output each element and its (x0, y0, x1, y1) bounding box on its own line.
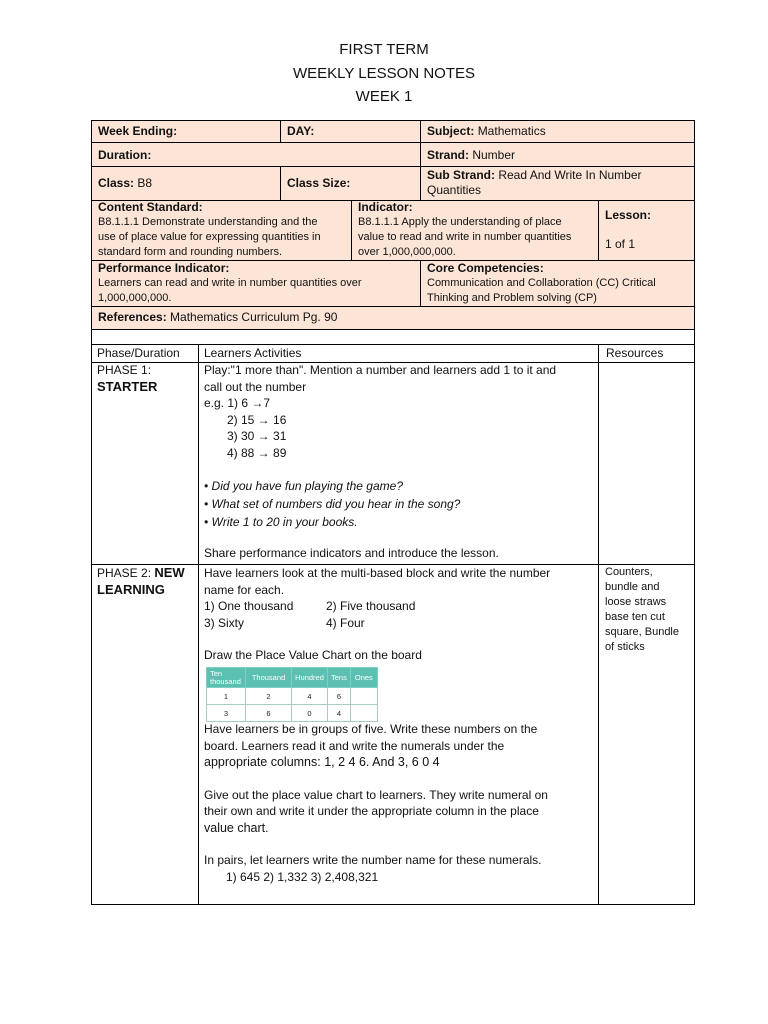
phase2-para1: Have learners be in groups of five. Write these numbers on the (204, 722, 538, 736)
sub-strand-label: Sub Strand: (427, 168, 495, 182)
pv-cell (350, 705, 377, 722)
pv-header: Ones (350, 668, 377, 688)
phase1-question: • What set of numbers did you hear in the song? (204, 497, 461, 511)
phase2-label-a-bold: NEW (154, 565, 185, 580)
core-competencies-cell (421, 259, 695, 308)
content-standard-line: use of place value for expressing quantities in (98, 231, 321, 243)
pv-cell: 3 (207, 705, 246, 722)
week-ending-label: Week Ending: (98, 124, 178, 138)
class-label: Class: (98, 176, 135, 190)
sub-strand-value-1: Read And Write In Number (498, 168, 642, 182)
phase2-para1: appropriate columns: 1, 2 4 6. And 3, 6 0 4 (204, 755, 440, 769)
content-standard-label: Content Standard: (98, 200, 203, 214)
header-resources: Resources (606, 346, 664, 360)
notes-title: WEEKLY LESSON NOTES (293, 64, 475, 82)
phase1-activities (204, 362, 594, 562)
class-value: B8 (137, 176, 153, 190)
resource-line: of sticks (605, 641, 645, 653)
performance-indicator-cell (92, 259, 420, 308)
pv-row (207, 705, 378, 722)
content-standard-line: standard form and rounding numbers. (98, 246, 283, 258)
phase2-para3: In pairs, let learners write the number name for these numerals. (204, 853, 542, 867)
phase2-item: 2) Five thousand (326, 599, 416, 613)
subject-label: Subject: (427, 124, 475, 138)
phase2-para2: value chart. (204, 820, 269, 835)
class-field (92, 174, 158, 193)
phase2-intro: name for each. (204, 582, 285, 597)
indicator-line: over 1,000,000,000. (358, 246, 456, 258)
phase1-label (97, 362, 157, 395)
phase2-activities (204, 565, 594, 664)
phase2-resources (605, 565, 693, 655)
strand-value: Number (472, 148, 516, 162)
phase1-line: 2) 15 → 16 (227, 412, 287, 427)
core-line: Thinking and Problem solving (CP) (427, 292, 597, 304)
phase2-item: 1) One thousand (204, 599, 294, 613)
sub-strand-value-2: Quantities (427, 183, 482, 197)
pv-header-row (207, 668, 378, 688)
phase2-para2: their own and write it under the appropriate column in the place (204, 804, 539, 818)
resource-line: square, Bundle (605, 626, 679, 638)
phase1-line: call out the number (204, 379, 307, 394)
strand-field (421, 146, 521, 165)
pv-cell: 2 (246, 688, 292, 705)
sub-strand-field (421, 166, 695, 200)
page-title-block (0, 38, 768, 109)
phase1-question: • Write 1 to 20 in your books. (204, 515, 358, 529)
indicator-cell (352, 199, 598, 262)
references-field (92, 308, 343, 327)
content-standard-line: B8.1.1.1 Demonstrate understanding and the (98, 216, 318, 228)
class-size-label: Class Size: (287, 176, 351, 190)
pv-header: Tens (328, 668, 351, 688)
pv-cell: 6 (328, 688, 351, 705)
duration-label: Duration: (98, 148, 152, 162)
pv-cell: 4 (328, 705, 351, 722)
lesson-value: 1 of 1 (605, 237, 636, 251)
phase1-line: 4) 88 → 89 (227, 445, 287, 460)
phase2-intro: Have learners look at the multi-based block and write the number (204, 566, 551, 580)
pv-cell: 1 (207, 688, 246, 705)
references-value: Mathematics Curriculum Pg. 90 (170, 310, 338, 324)
indicator-line: B8.1.1.1 Apply the understanding of place (358, 216, 562, 228)
resource-line: base ten cut (605, 611, 665, 623)
indicator-label: Indicator: (358, 200, 413, 214)
content-standard-cell (92, 199, 351, 262)
references-label: References: (98, 310, 167, 324)
phase1-label-b: STARTER (97, 378, 158, 394)
pv-row (207, 688, 378, 705)
phase2-para3-items: 1) 645 2) 1,332 3) 2,408,321 (226, 869, 379, 884)
pv-cell: 6 (246, 705, 292, 722)
resource-line: Counters, (605, 566, 653, 578)
phase1-line: 3) 30 → 31 (227, 429, 287, 443)
pv-header: Thousand (246, 668, 292, 688)
phase1-closing: Share performance indicators and introduce the lesson. (204, 546, 499, 560)
core-line: Communication and Collaboration (CC) Critical (427, 277, 656, 289)
week-title: WEEK 1 (355, 88, 413, 105)
pv-cell: 0 (292, 705, 328, 722)
phase2-item: 4) Four (326, 615, 365, 630)
phase2-label (97, 565, 185, 598)
resource-line: bundle and (605, 581, 660, 593)
pv-header: Ten thousand (207, 668, 246, 688)
lesson-cell (599, 206, 657, 254)
phase2-para2: Give out the place value chart to learners. They write numeral on (204, 787, 548, 802)
resource-line: loose straws (605, 596, 667, 608)
phase2-para1: board. Learners read it and write the numerals under the (204, 738, 505, 753)
phase1-label-a: PHASE 1: (97, 363, 152, 377)
performance-line: Learners can read and write in number quantities over (98, 277, 362, 289)
performance-indicator-label: Performance Indicator: (98, 261, 230, 275)
subject-field (421, 122, 552, 141)
phase1-line: Play:"1 more than". Mention a number and learners add 1 to it and (204, 363, 557, 377)
phase2-activities-continued (204, 721, 594, 885)
day-label: DAY: (287, 124, 315, 138)
phase1-line: e.g. 1) 6 →7 (204, 396, 271, 410)
header-activities: Learners Activities (204, 346, 302, 360)
phase2-label-a: PHASE 2: (97, 566, 152, 580)
term-title: FIRST TERM (339, 41, 429, 58)
header-phase: Phase/Duration (97, 346, 180, 360)
pv-cell: 4 (292, 688, 328, 705)
indicator-line: value to read and write in number quantities (358, 231, 572, 243)
phase2-draw-chart: Draw the Place Value Chart on the board (204, 648, 422, 662)
pv-header: Hundred (292, 668, 328, 688)
lesson-label: Lesson: (605, 208, 652, 222)
phase2-label-b: LEARNING (97, 581, 165, 597)
subject-value: Mathematics (477, 124, 546, 138)
phase2-item: 3) Sixty (204, 615, 245, 630)
place-value-chart (206, 667, 378, 722)
core-competencies-label: Core Competencies: (427, 261, 544, 275)
strand-label: Strand: (427, 148, 469, 162)
pv-cell (350, 688, 377, 705)
phase1-question: • Did you have fun playing the game? (204, 479, 403, 493)
performance-line: 1,000,000,000. (98, 292, 172, 304)
